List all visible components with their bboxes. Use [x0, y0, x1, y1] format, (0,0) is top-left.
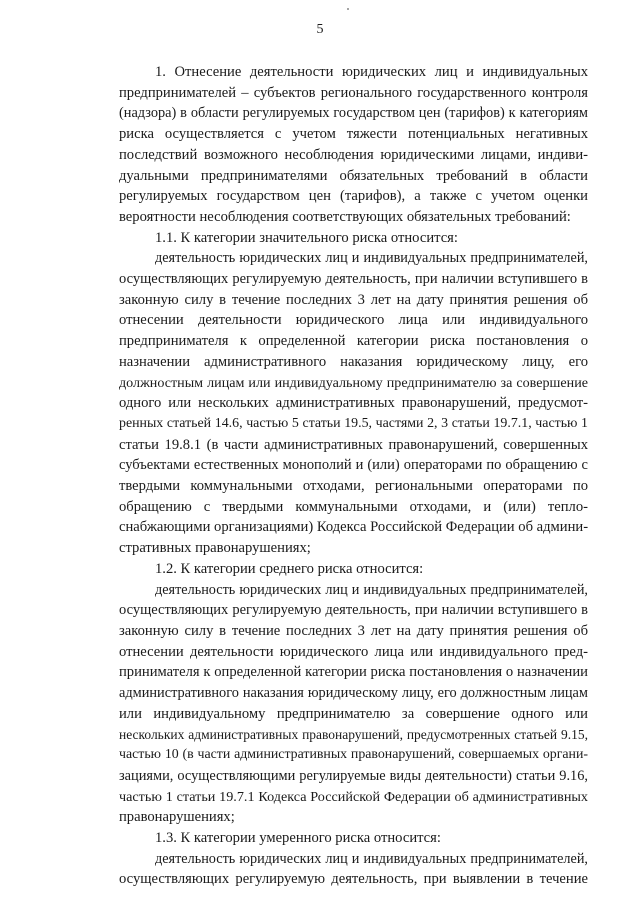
text-line: зациями, осуществляющими регулируемые виды деятельности) статьи 9.16, [119, 767, 588, 784]
text-line: частью 10 (в части административных правонарушений, совершаемых органи- [119, 747, 588, 763]
text-line: вероятности несоблюдения соответствующих обязательных требований: [119, 208, 571, 225]
text-line: нескольких административных правонарушений, предусмотренных статьей 9.15, [119, 726, 588, 742]
document-body [119, 62, 588, 890]
text-line: предпринимателей – субъектов регионального государственного контроля [119, 84, 588, 101]
text-line: или индивидуальному предпринимателю за совершение одного или [119, 705, 588, 722]
text-line: 1.1. К категории значительного риска относится: [155, 229, 458, 246]
text-line: одного или нескольких административных правонарушений, предусмот- [119, 395, 588, 412]
text-line: деятельность юридических лиц и индивидуальных предпринимателей, [155, 581, 588, 598]
text-line: принимателя к определенной категории риска постановления о назначении [119, 664, 588, 681]
text-line: осуществляющих регулируемую деятельность, при наличии вступившего в [119, 271, 588, 288]
text-line: законную силу в течение последних 3 лет на дату принятия решения об [119, 291, 588, 308]
text-line: стративных правонарушениях; [119, 540, 311, 557]
text-line: отнесении деятельности юридического лица или индивидуального [119, 312, 588, 329]
text-line: административного наказания юридическому лицу, его должностным лицам [119, 685, 588, 702]
text-line: должностным лицам или индивидуальному предпринимателю за совершение [119, 374, 588, 391]
text-line: обращению с твердыми коммунальными отходами, и (или) тепло- [119, 498, 588, 515]
text-line: последствий возможного несоблюдения юридическими лицами, индиви- [119, 146, 588, 163]
text-line: снабжающими организациями) Кодекса Российской Федерации об админи- [119, 519, 589, 536]
text-line: правонарушениях; [119, 809, 235, 826]
text-line: регулируемых государством цен (тарифов), а также с учетом оценки [119, 188, 588, 205]
text-line: частью 1 статьи 19.7.1 Кодекса Российской Федерации об административных [119, 788, 588, 805]
text-line: осуществляющих регулируемую деятельность, при выявлении в течение [119, 871, 588, 888]
text-line: (надзора) в области регулируемых государством цен (тарифов) к категориям [119, 105, 588, 122]
text-line: законную силу в течение последних 3 лет на дату принятия решения об [119, 622, 588, 639]
page-number: 5 [316, 22, 324, 37]
text-line: ренных статьей 14.6, частью 5 статьи 19.5, частями 2, 3 статьи 19.7.1, частью 1 [119, 415, 588, 431]
text-line: субъектами естественных монополий и (или) операторами по обращению с [119, 457, 588, 474]
text-line: назначении административного наказания юридическому лицу, его [119, 353, 588, 370]
scan-artifact [347, 8, 349, 10]
text-line: деятельность юридических лиц и индивидуальных предпринимателей, [155, 850, 588, 867]
text-line: статьи 19.8.1 (в части административных правонарушений, совершенных [119, 436, 588, 453]
text-line: осуществляющих регулируемую деятельность, при наличии вступившего в [119, 602, 588, 619]
text-line: 1.3. К категории умеренного риска относится: [155, 830, 441, 847]
text-line: деятельность юридических лиц и индивидуальных предпринимателей, [155, 250, 588, 267]
text-line: 1.2. К категории среднего риска относится: [155, 560, 424, 577]
text-line: риска осуществляется с учетом тяжести потенциальных негативных [119, 126, 588, 143]
text-line: твердыми коммунальными отходами, региональными операторами по [119, 478, 588, 495]
text-line: дуальными предпринимателями обязательных требований в области [119, 167, 588, 184]
text-line: 1. Отнесение деятельности юридических лиц и индивидуальных [155, 64, 588, 80]
text-line: отнесении деятельности юридического лица или индивидуального пред- [119, 643, 588, 660]
text-line: предпринимателя к определенной категории риска постановления о [119, 333, 588, 350]
